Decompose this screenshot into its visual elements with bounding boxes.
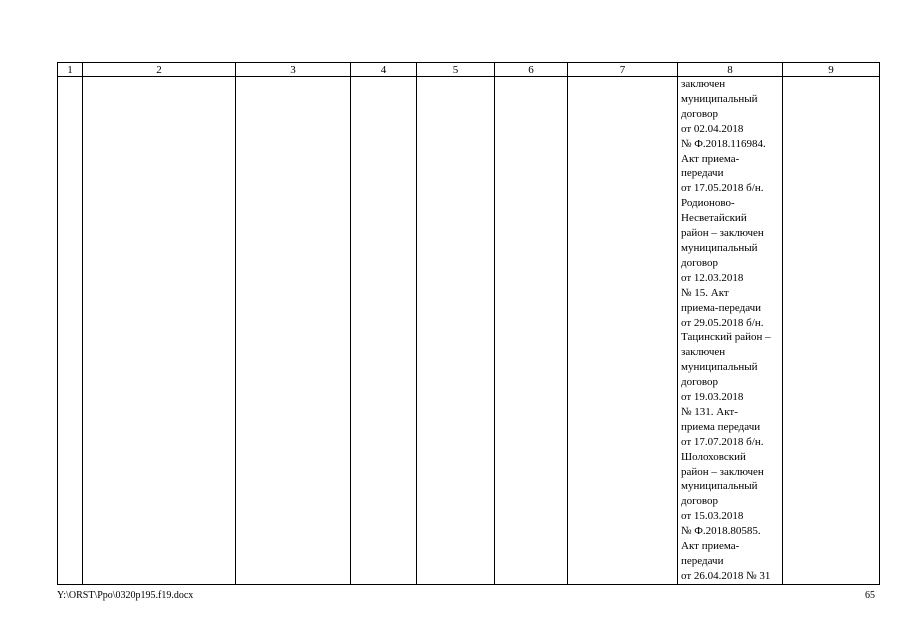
column-header-5: 5 (417, 63, 495, 77)
text-line: Тацинский район – (681, 331, 771, 344)
text-line: от 19.03.2018 (681, 391, 744, 404)
text-line: договор (681, 107, 718, 120)
text-line: договор (681, 256, 718, 269)
text-line: муниципальный (681, 361, 758, 374)
text-line: от 17.05.2018 б/н. (681, 182, 764, 195)
text-line: Родионово- (681, 197, 735, 210)
column-header-8: 8 (678, 63, 783, 77)
column-header-7: 7 (568, 63, 678, 77)
cell-col-1 (58, 77, 83, 585)
header-row (58, 63, 880, 77)
text-line: № Ф.2018.116984. (681, 137, 766, 150)
text-line: заключен (681, 78, 726, 90)
cell-col-3 (236, 77, 351, 585)
text-line: от 12.03.2018 (681, 271, 744, 284)
text-line: от 02.04.2018 (681, 122, 744, 135)
text-line: Акт приема- (681, 540, 740, 553)
text-line: передачи (681, 167, 724, 180)
text-line: договор (681, 376, 718, 389)
text-line: от 29.05.2018 б/н. (681, 316, 764, 329)
cell-col-5 (417, 77, 495, 585)
table-row (58, 77, 880, 585)
cell-col-4 (351, 77, 417, 585)
cell-col-7 (568, 77, 678, 585)
text-line: Акт приема- (681, 152, 740, 165)
text-line: муниципальный (681, 480, 758, 493)
text-line: муниципальный (681, 92, 758, 105)
column-header-1: 1 (58, 63, 83, 77)
page-number: 65 (865, 590, 875, 601)
text-line: договор (681, 495, 718, 508)
text-line: район – заключен (681, 465, 764, 478)
text-line: от 17.07.2018 б/н. (681, 435, 764, 448)
document-table (57, 62, 880, 585)
text-line: от 15.03.2018 (681, 510, 744, 523)
text-line: заключен (681, 346, 726, 359)
column-header-2: 2 (83, 63, 236, 77)
text-line: район – заключен (681, 227, 764, 240)
cell-col-8 (678, 77, 783, 585)
text-line: передачи (681, 555, 724, 567)
cell-col-9 (783, 77, 880, 585)
text-line: № Ф.2018.80585. (681, 525, 761, 538)
text-line: Несветайский (681, 212, 747, 225)
column-header-4: 4 (351, 63, 417, 77)
column-header-9: 9 (783, 63, 880, 77)
footer-file-path: Y:\ORST\Ppo\0320p195.f19.docx (57, 590, 194, 601)
contract-details-text (678, 77, 782, 584)
text-line: № 131. Акт- (681, 405, 738, 418)
cell-col-6 (495, 77, 568, 585)
text-line: от 26.04.2018 № 31 (681, 569, 771, 582)
text-line: муниципальный (681, 241, 758, 254)
text-line: № 15. Акт (681, 286, 729, 299)
cell-col-2 (83, 77, 236, 585)
text-line: приема-передачи (681, 301, 762, 314)
column-header-3: 3 (236, 63, 351, 77)
text-line: Шолоховский (681, 450, 746, 463)
column-header-6: 6 (495, 63, 568, 77)
text-line: приема передачи (681, 420, 761, 433)
